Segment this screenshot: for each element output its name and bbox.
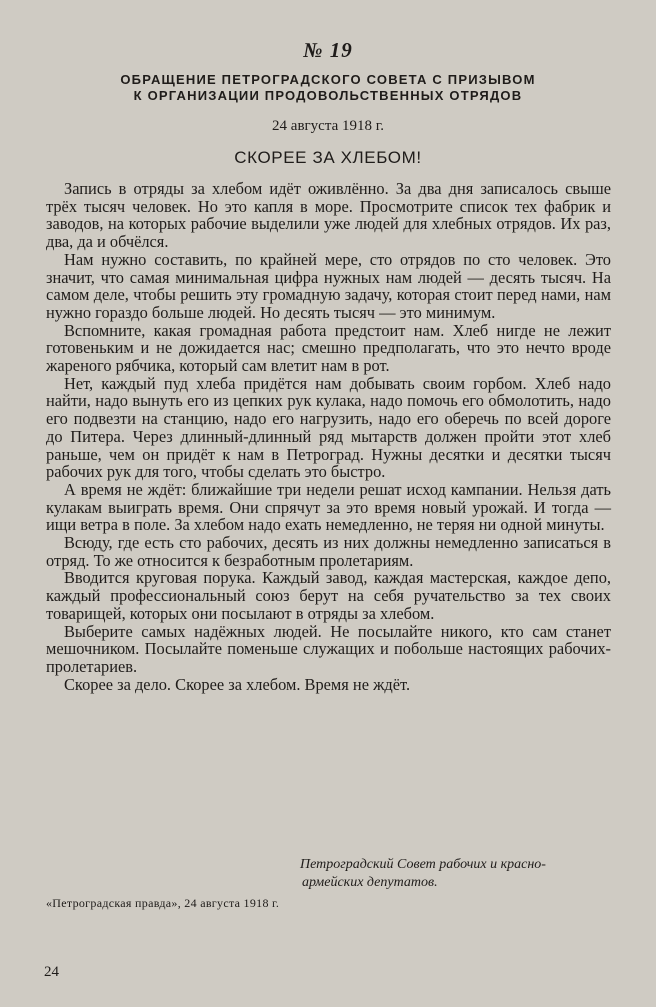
signature <box>300 856 610 892</box>
paragraph-7: Вводится круговая порука. Каждый завод, каждая мастерская, каждое депо, каждый профессиональный союз берут на себя ручательство за тех своих товарищей, которых они посылают в отряды за хлебом. <box>46 568 611 623</box>
paragraph-9: Скорее за дело. Скорее за хлебом. Время не ждёт. <box>64 674 411 694</box>
signature-line-2: армейских депутатов. <box>302 875 438 890</box>
heading-line-1: ОБРАЩЕНИЕ ПЕТРОГРАДСКОГО СОВЕТА С ПРИЗЫВОМ <box>120 72 536 87</box>
heading-line-2: К ОРГАНИЗАЦИИ ПРОДОВОЛЬСТВЕННЫХ ОТРЯДОВ <box>133 88 523 103</box>
document-number: № 19 <box>303 38 353 62</box>
signature-line-1: Петроградский Совет рабочих и красно- <box>300 857 546 872</box>
paragraph-8: Выберите самых надёжных людей. Не посылайте никого, кто сам станет мешочником. Посылайте поменьше служащих и побольше настоящих рабочих-пролетариев. <box>46 621 611 676</box>
paragraph-2: Нам нужно составить, по крайней мере, сто отрядов по сто человек. Это значит, что самая минимальная цифра нужных нам людей — десять тысяч. На самом деле, чтобы решить эту громадную задачу, которая стоит перед нами, нам нужно гораздо больше людей. Но десять тысяч — это минимум. <box>46 249 611 322</box>
document-date: 24 августа 1918 г. <box>272 118 384 134</box>
paragraph-1: Запись в отряды за хлебом идёт оживлённо. За два дня записалось свыше трёх тысяч человек. Но это капля в море. Просмотрите список тех фабрик и заводов, на которых рабочие выделили уже людей для хлебных отрядов. Их раз, два, да и обчёлся. <box>46 179 611 252</box>
appeal-title: СКОРЕЕ ЗА ХЛЕБОМ! <box>234 148 422 167</box>
paragraph-6: Всюду, где есть сто рабочих, десять из них должны немедленно записаться в отряд. То же относится к безработным пролетариям. <box>46 533 611 570</box>
document-heading <box>60 72 596 104</box>
paragraph-5: А время не ждёт: ближайшие три недели решат исход кампании. Нельзя дать кулакам выиграть время. Они спрячут за это время новый урожай. И тогда — ищи ветра в поле. За хлебом надо ехать немедленно, не теряя ни одной минуты. <box>46 479 611 535</box>
appeal-body <box>46 180 611 693</box>
paragraph-3: Вспомните, какая громадная работа предстоит нам. Хлеб нигде не лежит готовеньким и не дожидается нас; смешно предполагать, что это нечто вроде жареного рябчика, который сам влетит нам в рот. <box>46 320 611 376</box>
paragraph-4: Нет, каждый пуд хлеба придётся нам добывать своим горбом. Хлеб надо найти, надо вынуть его из цепких рук кулака, надо помочь его обмолотить, надо его подвезти на станцию, надо его нагрузить, надо его оберечь по всей дороге до Питера. Через длинный-длинный ряд мытарств должен пройти этот хлеб раньше, чем он придёт к нам в Петроград. Нужны десятки и десятки тысяч рабочих рук для того, чтобы сделать это быстро. <box>46 373 611 482</box>
source-citation: «Петроградская правда», 24 августа 1918 г. <box>46 896 280 910</box>
page-number: 24 <box>44 964 59 980</box>
